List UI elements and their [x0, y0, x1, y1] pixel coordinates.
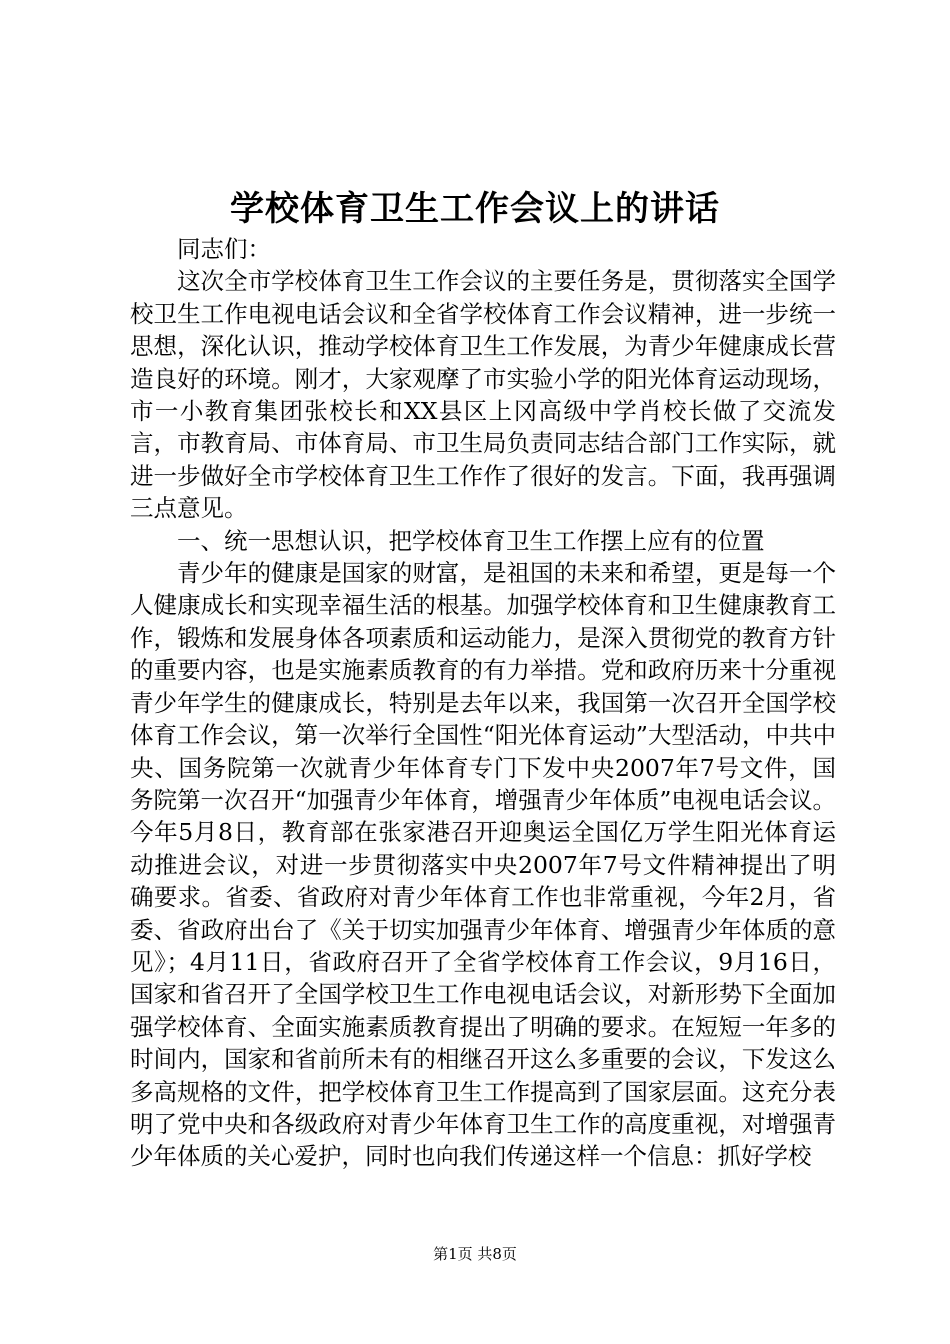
salutation: 同志们： [177, 235, 271, 263]
paragraph-intro: 这次全市学校体育卫生工作会议的主要任务是，贯彻落实全国学校卫生工作电视电话会议和全省学校体育工作会议精神，进一步统一思想，深化认识，推动学校体育卫生工作发展，为青少年健康成长营造良好的环境。刚才，大家观摩了市实验小学的阳光体育运动现场，市一小教育集团张校长和XX县区上冈高级中学肖校长做了交流发言，市教育局、市体育局、市卫生局负责同志结合部门工作实际，就进一步做好全市学校体育卫生工作作了很好的发言。下面，我再强调三点意见。 [130, 267, 836, 523]
document-body [130, 233, 836, 1173]
page-footer: 第1页 共8页 [433, 1245, 517, 1263]
section-heading-1: 一、统一思想认识，把学校体育卫生工作摆上应有的位置 [177, 526, 765, 555]
document-title: 学校体育卫生工作会议上的讲话 [230, 189, 720, 229]
paragraph-section-1: 青少年的健康是国家的财富，是祖国的未来和希望，更是每一个人健康成长和实现幸福生活的根基。加强学校体育和卫生健康教育工作，锻炼和发展身体各项素质和运动能力，是深入贯彻党的教育方针的重要内容，也是实施素质教育的有力举措。党和政府历来十分重视青少年学生的健康成长，特别是去年以来，我国第一次召开全国学校体育工作会议，第一次举行全国性“阳光体育运动”大型活动，中共中央、国务院第一次就青少年体育专门下发中央2007年7号文件，国务院第一次召开“加强青少年体育，增强青少年体质”电视电话会议。今年5月8日，教育部在张家港召开迎奥运全国亿万学生阳光体育运动推进会议，对进一步贯彻落实中央2007年7号文件精神提出了明确要求。省委、省政府对青少年体育工作也非常重视，今年2月，省委、省政府出台了《关于切实加强青少年体育、增强青少年体质的意见》；4月11日，省政府召开了全省学校体育工作会议，9月16日，国家和省召开了全国学校卫生工作电视电话会议，对新形势下全面加强学校体育、全面实施素质教育提出了明确的要求。在短短一年多的时间内，国家和省前所未有的相继召开这么多重要的会议，下发这么多高规格的文件，把学校体育卫生工作提高到了国家层面。这充分表明了党中央和各级政府对青少年体育卫生工作的高度重视，对增强青少年体质的关心爱护，同时也向我们传递这样一个信息：抓好学校 [130, 559, 836, 1171]
